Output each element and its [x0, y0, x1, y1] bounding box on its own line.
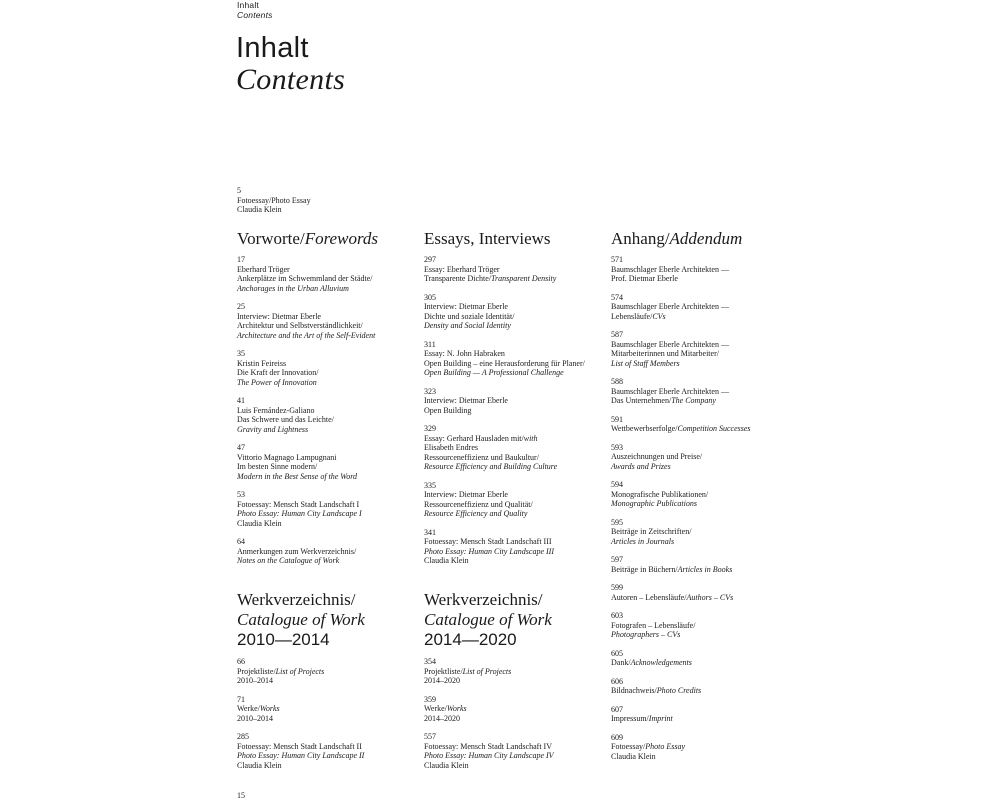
list-item: 359 Werke/Works 2014–2020	[424, 694, 467, 723]
list-item: 329 Essay: Gerhard Hausladen mit/with Elisabeth Endres Ressourceneffizienz und Baukultur/ Resource Efficiency and Building Culture	[424, 424, 558, 471]
section-heading: Anhang/Addendum	[611, 229, 743, 248]
section-heading: Essays, Interviews	[424, 229, 551, 248]
list-item: 341 Fotoessay: Mensch Stadt Landschaft III Photo Essay: Human City Landscape III Claudia Klein	[424, 527, 554, 565]
list-item: 335 Interview: Dietmar Eberle Ressourceneffizienz und Qualität/ Resource Efficiency and Quality	[424, 480, 533, 518]
list-item: 609 Fotoessay/Photo Essay Claudia Klein	[611, 732, 686, 761]
list-item: 587 Baumschlager Eberle Architekten — Mitarbeiterinnen und Mitarbeiter/ List of Staff Members	[611, 330, 729, 368]
list-item: 557 Fotoessay: Mensch Stadt Landschaft IV Photo Essay: Human City Landscape IV Claudia Klein	[424, 732, 554, 770]
list-item: 599 Autoren – Lebensläufe/Authors – CVs	[611, 583, 734, 602]
entry-title: Fotoessay/Photo Essay	[237, 195, 311, 205]
list-item: 574 Baumschlager Eberle Architekten — Lebensläufe/CVs	[611, 292, 729, 321]
list-item: 571 Baumschlager Eberle Architekten — Prof. Dietmar Eberle	[611, 255, 729, 283]
list-item: 606 Bildnachweis/Photo Credits	[611, 676, 702, 695]
list-item: 605 Dank/Acknowledgements	[611, 648, 692, 667]
list-item: 47 Vittorio Magnago Lampugnani Im besten Sinne modern/ Modern in the Best Sense of the Word	[237, 443, 358, 481]
page-title	[236, 32, 345, 96]
list-item: 25 Interview: Dietmar Eberle Architektur und Selbstverständlichkeit/ Architecture and the Art of the Self-Evident	[237, 302, 376, 340]
list-item: 64 Anmerkungen zum Werkverzeichnis/ Notes on the Catalogue of Work	[237, 537, 357, 565]
forewords-section	[237, 229, 417, 575]
entry-page: 5	[237, 186, 241, 195]
list-item: 311 Essay: N. John Habraken Open Building – eine Herausforderung für Planer/ Open Building — A Professional Challenge	[424, 339, 585, 377]
page-number: 15	[237, 791, 245, 800]
list-item: 53 Fotoessay: Mensch Stadt Landschaft I Photo Essay: Human City Landscape I Claudia Klein	[237, 490, 362, 528]
list-item: 603 Fotografen – Lebensläufe/ Photographers – CVs	[611, 611, 696, 639]
essays-section	[424, 229, 604, 575]
section-heading: Werkverzeichnis/ Catalogue of Work 2014—2020	[424, 590, 552, 649]
page-title-en: Contents	[236, 63, 346, 96]
catalogue-2014-2020-section	[424, 590, 604, 779]
list-item: 591 Wettbewerbserfolge/Competition Successes	[611, 414, 751, 433]
list-item: 305 Interview: Dietmar Eberle Dichte und soziale Identität/ Density and Social Identity	[424, 292, 515, 330]
section-heading: Vorworte/Forewords	[237, 229, 379, 248]
list-item: 323 Interview: Dietmar Eberle Open Building	[424, 386, 508, 415]
list-item: 285 Fotoessay: Mensch Stadt Landschaft II Photo Essay: Human City Landscape II Claudia Klein	[237, 732, 365, 770]
running-head-de: Inhalt	[237, 0, 259, 10]
list-item: 593 Auszeichnungen und Preise/ Awards and Prizes	[611, 442, 703, 471]
running-head-en: Contents	[237, 10, 273, 20]
list-item: 71 Werke/Works 2010–2014	[237, 694, 280, 723]
list-item: 35 Kristin Feireiss Die Kraft der Innovation/ The Power of Innovation	[237, 349, 319, 387]
list-item: 17 Eberhard Tröger Ankerplätze im Schwemmland der Städte/ Anchorages in the Urban Alluvium	[237, 255, 373, 293]
running-head	[237, 0, 273, 20]
catalogue-2010-2014-section	[237, 590, 417, 779]
list-item: 66 Projektliste/List of Projects 2010–2014	[237, 657, 325, 685]
list-item: 595 Beiträge in Zeitschriften/ Articles in Journals	[611, 517, 692, 546]
entry-author: Claudia Klein	[237, 205, 282, 214]
list-item: 354 Projektliste/List of Projects 2014–2020	[424, 657, 512, 685]
section-heading: Werkverzeichnis/ Catalogue of Work 2010—2014	[237, 590, 365, 649]
list-item: 594 Monografische Publikationen/ Monographic Publications	[611, 480, 709, 508]
addendum-section	[611, 229, 791, 770]
list-item: 41 Luis Fernández-Galiano Das Schwere und das Leichte/ Gravity and Lightness	[237, 396, 334, 434]
list-item: 588 Baumschlager Eberle Architekten — Das Unternehmen/The Company	[611, 377, 729, 405]
list-item: 597 Beiträge in Büchern/Articles in Books	[611, 555, 733, 574]
list-item: 297 Essay: Eberhard Tröger Transparente Dichte/Transparent Density	[424, 255, 557, 283]
intro-entry	[237, 186, 311, 215]
list-item: 607 Impressum/Imprint	[611, 704, 673, 723]
page-title-de: Inhalt	[236, 32, 309, 64]
